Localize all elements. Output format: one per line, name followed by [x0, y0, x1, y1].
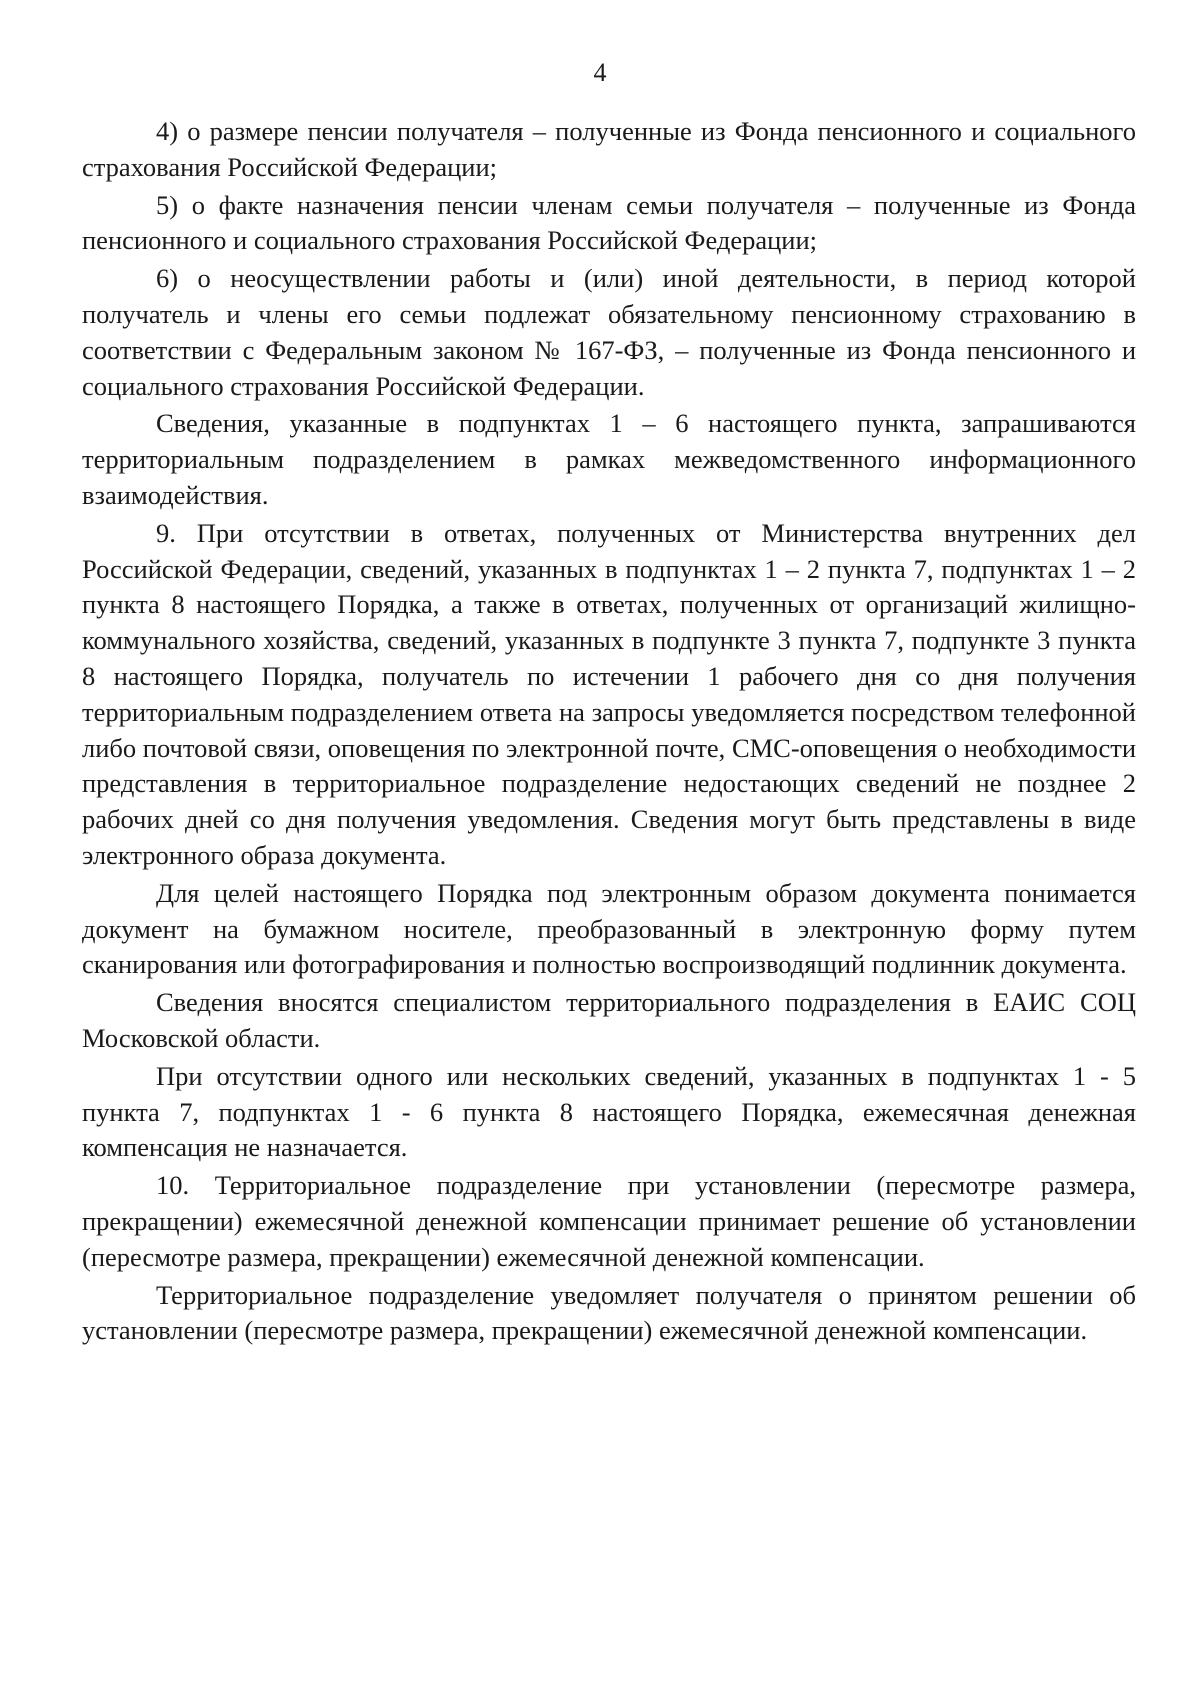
document-body	[82, 114, 1136, 1351]
paragraph-item-6-no-employment: 6) о неосуществлении работы и (или) иной деятельности, в период которой получатель и члены его семьи подлежат обязательному пенсионному страхованию в соответствии с Федеральным законом № 167-ФЗ, – полученные из Фонда пенсионного и социального страхования Российской Федерации.	[82, 263, 1136, 401]
paragraph-clause-10: 10. Территориальное подразделение при установлении (пересмотре размера, прекращении) ежемесячной денежной компенсации принимает решение об установлении (пересмотре размера, прекращении) ежемесячной денежной компенсации.	[82, 1170, 1136, 1272]
paragraph-electronic-image-definition: Для целей настоящего Порядка под электронным образом документа понимается документ на бумажном носителе, преобразованный в электронную форму путем сканирования или фотографирования и полностью воспроизводящий подлинник документа.	[82, 877, 1136, 980]
paragraph-clause-9: 9. При отсутствии в ответах, полученных от Министерства внутренних дел Российской Федерации, сведений, указанных в подпунктах 1 – 2 пункта 7, подпунктах 1 – 2 пункта 8 настоящего Порядка, а также в ответах, полученных от организаций жилищно-коммунального хозяйства, сведений, указанных в подпункте 3 пункта 7, подпункте 3 пункта 8 настоящего Порядка, получатель по истечении 1 рабочего дня со дня получения территориальным подразделением ответа на запросы уведомляется посредством телефонной либо почтовой связи, оповещения по электронной почте, СМС-оповещения о необходимости представления в территориальное подразделение недостающих сведений не позднее 2 рабочих дней со дня получения уведомления. Сведения могут быть представлены в виде электронного образа документа.	[82, 517, 1136, 870]
paragraph-notification: Территориальное подразделение уведомляет получателя о принятом решении об установлении (пересмотре размера, прекращении) ежемесячной денежной компенсации.	[82, 1279, 1136, 1346]
paragraph-compensation-not-assigned: При отсутствии одного или нескольких сведений, указанных в подпунктах 1 - 5 пункта 7, подпунктах 1 - 6 пункта 8 настоящего Порядка, ежемесячная денежная компенсация не назначается.	[82, 1060, 1136, 1163]
page-number: 4	[593, 58, 607, 87]
paragraph-interagency-request: Сведения, указанные в подпунктах 1 – 6 настоящего пункта, запрашиваются территориальным подразделением в рамках межведомственного информационного взаимодействия.	[82, 408, 1136, 510]
paragraph-data-entry: Сведения вносятся специалистом территориального подразделения в ЕАИС СОЦ Московской области.	[82, 987, 1136, 1053]
paragraph-item-5-family-pension: 5) о факте назначения пенсии членам семьи получателя – полученные из Фонда пенсионного и социального страхования Российской Федерации;	[82, 189, 1136, 256]
paragraph-item-4-pension-size: 4) о размере пенсии получателя – полученные из Фонда пенсионного и социального страхования Российской Федерации;	[82, 116, 1136, 182]
